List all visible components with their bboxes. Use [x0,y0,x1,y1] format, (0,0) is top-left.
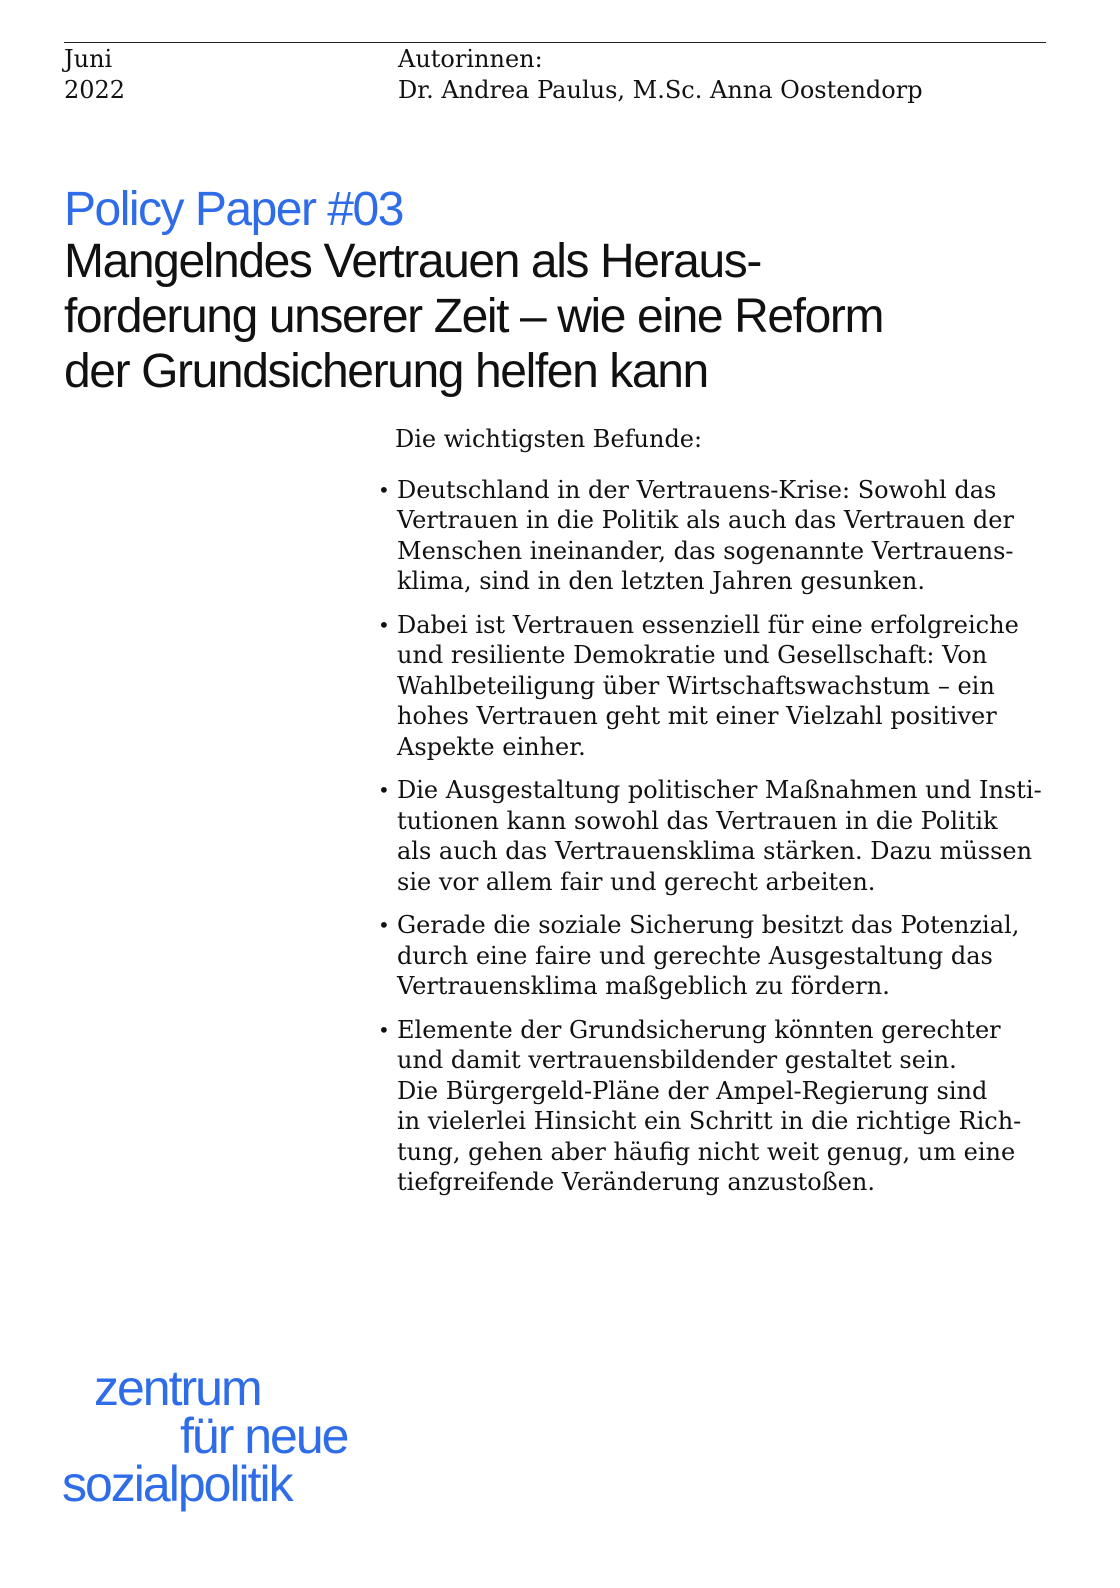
finding-line: sie vor allem fair und gerecht arbeiten. [397,867,876,896]
finding-line: Die Ausgestaltung politischer Maßnahmen und Insti- [397,776,1042,804]
finding-line: tung, gehen aber häufig nicht weit genug, um eine [397,1137,1016,1166]
title-line: der Grundsicherung helfen kann [64,345,708,398]
bullet-icon: • [378,913,390,937]
publication-date [64,44,125,106]
finding-line: als auch das Vertrauensklima stärken. Dazu müssen [397,837,1033,865]
finding-line: Dabei ist Vertrauen essenziell für eine erfolgreiche [397,610,1019,639]
bullet-icon: • [378,778,390,802]
finding-line: Elemente der Grundsicherung könnten gerechter [397,1015,1001,1044]
bullet-icon: • [378,477,390,502]
header-rule [64,42,1046,43]
finding-item [378,475,1058,597]
finding-item [378,775,1058,897]
finding-line: in vielerlei Hinsicht ein Schritt in die richtige Rich- [397,1107,1022,1135]
finding-item [378,610,1058,763]
finding-line: Deutschland in der Vertrauens-Krise: Sowohl das [397,475,997,504]
findings-heading: Die wichtigsten Befunde: [395,425,703,453]
finding-item [378,910,1058,1002]
finding-line: Die Bürgergeld-Pläne der Ampel-Regierung sind [397,1076,988,1105]
logo-line-zentrum: zentrum [94,1360,261,1416]
finding-line: Wahlbeteiligung über Wirtschaftswachstum – ein [397,671,995,700]
date-year: 2022 [64,76,126,104]
finding-item [378,1015,1058,1198]
authors-names: Dr. Andrea Paulus, M.Sc. Anna Oostendorp [398,76,923,104]
paper-kicker: Policy Paper #03 [64,183,403,236]
finding-line: Vertrauen in die Politik als auch das Vertrauen der [397,506,1014,534]
title-line: forderung unserer Zeit – wie eine Reform [64,290,884,343]
authors [398,44,923,106]
logo-line-sozialpolitik: sozialpolitik [62,1456,292,1512]
finding-line: Menschen ineinander, das sogenannte Vertrauens- [397,536,1014,565]
page-title [64,234,1064,399]
bullet-icon: • [378,1017,390,1042]
title-line: Mangelndes Vertrauen als Heraus- [64,235,761,288]
date-month: Juni [64,45,113,73]
finding-line: tiefgreifende Veränderung anzustoßen. [397,1168,875,1196]
finding-line: Vertrauensklima maßgeblich zu fördern. [397,972,890,1000]
authors-label: Autorinnen: [398,45,543,73]
finding-line: tutionen kann sowohl das Vertrauen in die Politik [397,806,998,835]
bullet-icon: • [378,612,390,637]
finding-line: und damit vertrauensbildender gestaltet sein. [397,1046,957,1074]
logo-line-fuer-neue: für neue [180,1408,348,1464]
finding-line: Gerade die soziale Sicherung besitzt das Potenzial, [397,911,1020,939]
finding-line: Aspekte einher. [397,732,586,761]
finding-line: klima, sind in den letzten Jahren gesunken. [397,567,925,595]
finding-line: durch eine faire und gerechte Ausgestaltung das [397,941,993,970]
finding-line: und resiliente Demokratie und Gesellschaft: Von [397,641,988,669]
key-findings [378,424,1058,1211]
organization-logo [62,1360,348,1512]
finding-line: hohes Vertrauen geht mit einer Vielzahl positiver [397,702,997,730]
